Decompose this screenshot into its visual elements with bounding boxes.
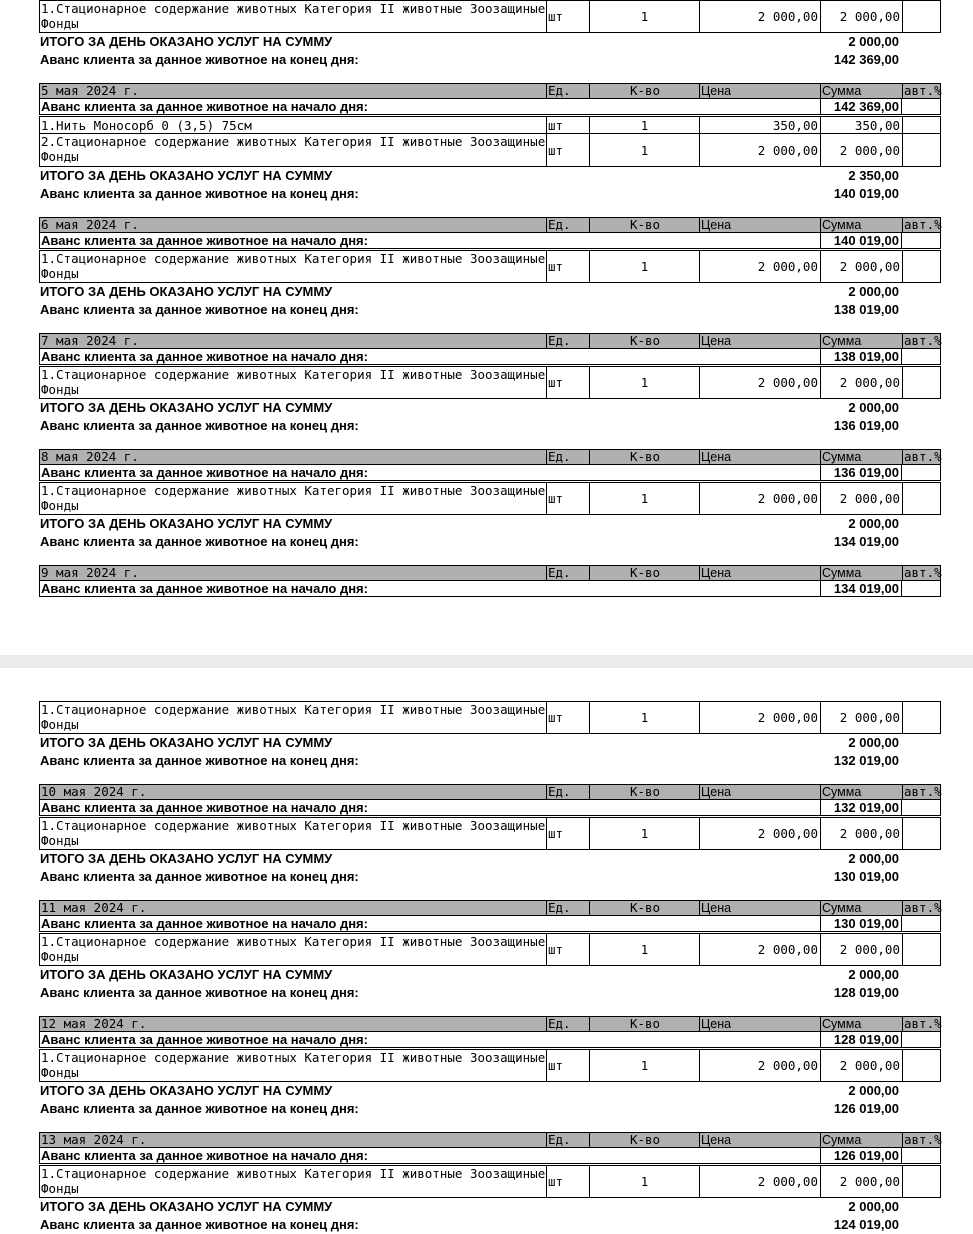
day-date: 12 мая 2024 г. [41,1016,147,1031]
start-advance-label: Аванс клиента за данное животное на начало дня: [41,1148,368,1163]
start-advance-label: Аванс клиента за данное животное на начало дня: [41,99,368,114]
end-advance-row [39,868,941,886]
col-sum-header [820,218,902,232]
item-sum: 2 000,00 [820,702,902,733]
end-advance-row [39,984,941,1002]
col-sum-header [820,1017,902,1031]
day-total-label: ИТОГО ЗА ДЕНЬ ОКАЗАНО УСЛУГ НА СУММУ [40,284,333,299]
day-total-row [39,399,941,417]
col-qty-header: К-во [589,901,699,915]
col-sum-label: Сумма [822,1133,862,1147]
start-advance-label: Аванс клиента за данное животное на начало дня: [41,581,368,596]
day-header-row [39,1132,941,1148]
end-advance-row [39,301,941,319]
item-discount [902,483,942,514]
col-discount-header: авт.% [904,1016,942,1031]
item-sum: 2 000,00 [820,1050,902,1081]
col-sum-header [820,901,902,915]
item-unit: шт [546,702,589,733]
col-price-header [699,901,820,915]
item-unit: шт [546,251,589,282]
col-price-label: Цена [701,334,732,348]
day-header-row [39,333,941,349]
start-advance-value: 140 019,00 [820,233,902,248]
day-header-row [39,83,941,99]
item-price: 2 000,00 [699,1050,820,1081]
item-price: 2 000,00 [699,1,820,32]
start-advance-row [39,581,941,597]
col-sum-label: Сумма [822,1017,862,1031]
col-discount-header: авт.% [904,1132,942,1147]
col-price-header [699,450,820,464]
day-total-row [39,734,941,752]
day-total-label: ИТОГО ЗА ДЕНЬ ОКАЗАНО УСЛУГ НА СУММУ [40,1083,333,1098]
col-sum-header [820,785,902,799]
col-sum-header [820,566,902,580]
item-row [39,366,941,399]
day-total-label: ИТОГО ЗА ДЕНЬ ОКАЗАНО УСЛУГ НА СУММУ [40,967,333,982]
item-unit: шт [546,818,589,849]
col-sum-label: Сумма [822,450,862,464]
item-row [39,1049,941,1082]
item-row [39,1165,941,1198]
day-total-row [39,515,941,533]
item-row [39,701,941,734]
col-unit-header: Ед. [546,1133,589,1147]
col-price-header [699,1133,820,1147]
item-row [39,933,941,966]
end-advance-label: Аванс клиента за данное животное на конец дня: [40,52,359,67]
col-sum-header [820,334,902,348]
day-date: 7 мая 2024 г. [41,333,139,348]
col-sum-header [820,1133,902,1147]
start-advance-label: Аванс клиента за данное животное на начало дня: [41,916,368,931]
end-advance-row [39,533,941,551]
end-advance-value: 134 019,00 [833,534,899,549]
col-unit-header: Ед. [546,1017,589,1031]
day-total-row [39,850,941,868]
start-advance-row [39,99,941,115]
end-advance-label: Аванс клиента за данное животное на конец дня: [40,534,359,549]
end-advance-label: Аванс клиента за данное животное на конец дня: [40,186,359,201]
day-total-label: ИТОГО ЗА ДЕНЬ ОКАЗАНО УСЛУГ НА СУММУ [40,516,333,531]
end-advance-row [39,1216,941,1234]
item-row [39,116,941,134]
day-total-label: ИТОГО ЗА ДЕНЬ ОКАЗАНО УСЛУГ НА СУММУ [40,400,333,415]
col-sum-label: Сумма [822,785,862,799]
start-advance-row [39,233,941,249]
item-price: 350,00 [699,117,820,133]
start-advance-row [39,349,941,365]
item-qty: 1 [589,134,699,166]
col-qty-header: К-во [589,566,699,580]
end-advance-label: Аванс клиента за данное животное на конец дня: [40,418,359,433]
item-sum: 2 000,00 [820,1166,902,1197]
start-advance-label: Аванс клиента за данное животное на начало дня: [41,1032,368,1047]
col-price-header [699,566,820,580]
col-sum-label: Сумма [822,334,862,348]
day-total-label: ИТОГО ЗА ДЕНЬ ОКАЗАНО УСЛУГ НА СУММУ [40,34,333,49]
end-advance-row [39,417,941,435]
end-advance-value: 126 019,00 [833,1101,899,1116]
col-sum-label: Сумма [822,218,862,232]
item-unit: шт [546,1,589,32]
end-advance-value: 128 019,00 [833,985,899,1000]
item-name: 1.Стационарное содержание животных Категория II животные Зоозащиные Фонды [41,483,546,513]
col-qty-header: К-во [589,1017,699,1031]
col-price-label: Цена [701,84,732,98]
col-price-label: Цена [701,1017,732,1031]
item-discount [902,1166,942,1197]
item-discount [902,134,942,166]
item-price: 2 000,00 [699,934,820,965]
col-discount-header: авт.% [904,784,942,799]
day-total-row [39,1082,941,1100]
end-advance-value: 130 019,00 [833,869,899,884]
item-price: 2 000,00 [699,702,820,733]
item-qty: 1 [589,818,699,849]
item-unit: шт [546,367,589,398]
item-unit: шт [546,1166,589,1197]
col-sum-label: Сумма [822,84,862,98]
day-total-value: 2 000,00 [848,1083,899,1098]
start-advance-label: Аванс клиента за данное животное на начало дня: [41,800,368,815]
day-total-value: 2 000,00 [848,400,899,415]
day-header-row [39,565,941,581]
item-name: 1.Стационарное содержание животных Категория II животные Зоозащиные Фонды [41,367,546,397]
day-header-row [39,784,941,800]
col-price-label: Цена [701,901,732,915]
item-name: 1.Стационарное содержание животных Категория II животные Зоозащиные Фонды [41,934,546,964]
col-unit-header: Ед. [546,450,589,464]
day-total-value: 2 000,00 [848,967,899,982]
day-total-row [39,33,941,51]
start-advance-row [39,800,941,816]
day-total-value: 2 000,00 [848,1199,899,1214]
day-date: 6 мая 2024 г. [41,217,139,232]
col-price-label: Цена [701,450,732,464]
day-total-value: 2 000,00 [848,34,899,49]
col-discount-header: авт.% [904,449,942,464]
col-price-header [699,1017,820,1031]
item-qty: 1 [589,1166,699,1197]
item-row [39,250,941,283]
col-sum-header [820,84,902,98]
page-gap [0,655,973,668]
start-advance-value: 136 019,00 [820,465,902,480]
start-advance-row [39,1032,941,1048]
start-advance-row [39,916,941,932]
end-advance-value: 142 369,00 [833,52,899,67]
item-qty: 1 [589,702,699,733]
item-qty: 1 [589,367,699,398]
item-unit: шт [546,483,589,514]
start-advance-value: 138 019,00 [820,349,902,364]
start-advance-label: Аванс клиента за данное животное на начало дня: [41,349,368,364]
col-sum-label: Сумма [822,901,862,915]
day-total-value: 2 000,00 [848,516,899,531]
day-date: 10 мая 2024 г. [41,784,147,799]
col-price-header [699,84,820,98]
start-advance-value: 132 019,00 [820,800,902,815]
item-discount [902,702,942,733]
col-qty-header: К-во [589,84,699,98]
item-sum: 2 000,00 [820,134,902,166]
day-date: 5 мая 2024 г. [41,83,139,98]
item-name: 1.Стационарное содержание животных Категория II животные Зоозащиные Фонды [41,251,546,281]
day-total-value: 2 000,00 [848,851,899,866]
item-name: 1.Нить Моносорб 0 (3,5) 75см [41,118,252,133]
col-price-label: Цена [701,785,732,799]
start-advance-value: 130 019,00 [820,916,902,931]
item-sum: 2 000,00 [820,251,902,282]
end-advance-row [39,1100,941,1118]
item-row [39,482,941,515]
col-qty-header: К-во [589,1133,699,1147]
item-discount [902,1050,942,1081]
end-advance-label: Аванс клиента за данное животное на конец дня: [40,302,359,317]
day-total-row [39,283,941,301]
day-date: 11 мая 2024 г. [41,900,147,915]
day-total-label: ИТОГО ЗА ДЕНЬ ОКАЗАНО УСЛУГ НА СУММУ [40,735,333,750]
end-advance-row [39,185,941,203]
item-name: 1.Стационарное содержание животных Категория II животные Зоозащиные Фонды [41,1050,546,1080]
end-advance-value: 132 019,00 [833,753,899,768]
col-price-label: Цена [701,566,732,580]
day-date: 8 мая 2024 г. [41,449,139,464]
col-qty-header: К-во [589,785,699,799]
end-advance-label: Аванс клиента за данное животное на конец дня: [40,869,359,884]
item-name: 1.Стационарное содержание животных Категория II животные Зоозащиные Фонды [41,1,546,31]
item-qty: 1 [589,1,699,32]
item-qty: 1 [589,483,699,514]
col-price-header [699,218,820,232]
day-total-row [39,1198,941,1216]
day-total-row [39,966,941,984]
item-discount [902,117,942,133]
end-advance-label: Аванс клиента за данное животное на конец дня: [40,1101,359,1116]
start-advance-value: 128 019,00 [820,1032,902,1047]
col-qty-header: К-во [589,218,699,232]
col-unit-header: Ед. [546,566,589,580]
start-advance-label: Аванс клиента за данное животное на начало дня: [41,465,368,480]
end-advance-row [39,51,941,69]
item-price: 2 000,00 [699,367,820,398]
col-unit-header: Ед. [546,334,589,348]
col-qty-header: К-во [589,334,699,348]
item-discount [902,934,942,965]
item-unit: шт [546,134,589,166]
day-total-value: 2 000,00 [848,284,899,299]
item-name: 1.Стационарное содержание животных Категория II животные Зоозащиные Фонды [41,818,546,848]
end-advance-value: 124 019,00 [833,1217,899,1232]
col-price-header [699,785,820,799]
end-advance-label: Аванс клиента за данное животное на конец дня: [40,985,359,1000]
col-discount-header: авт.% [904,83,942,98]
day-date: 13 мая 2024 г. [41,1132,147,1147]
item-price: 2 000,00 [699,818,820,849]
day-header-row [39,217,941,233]
start-advance-value: 142 369,00 [820,99,902,114]
item-unit: шт [546,934,589,965]
item-unit: шт [546,117,589,133]
day-total-value: 2 350,00 [848,168,899,183]
item-qty: 1 [589,251,699,282]
end-advance-value: 138 019,00 [833,302,899,317]
col-unit-header: Ед. [546,84,589,98]
col-discount-header: авт.% [904,900,942,915]
item-row [39,0,941,33]
day-date: 9 мая 2024 г. [41,565,139,580]
end-advance-label: Аванс клиента за данное животное на конец дня: [40,1217,359,1232]
item-price: 2 000,00 [699,251,820,282]
item-qty: 1 [589,117,699,133]
item-name: 1.Стационарное содержание животных Категория II животные Зоозащиные Фонды [41,1166,546,1196]
col-discount-header: авт.% [904,217,942,232]
col-sum-header [820,450,902,464]
start-advance-value: 126 019,00 [820,1148,902,1163]
item-discount [902,818,942,849]
col-discount-header: авт.% [904,333,942,348]
item-price: 2 000,00 [699,1166,820,1197]
day-total-value: 2 000,00 [848,735,899,750]
item-name: 2.Стационарное содержание животных Категория II животные Зоозащиные Фонды [41,134,546,164]
col-discount-header: авт.% [904,565,942,580]
item-discount [902,367,942,398]
start-advance-label: Аванс клиента за данное животное на начало дня: [41,233,368,248]
start-advance-row [39,1148,941,1164]
day-header-row [39,449,941,465]
day-header-row [39,1016,941,1032]
document-page-2 [0,668,973,1232]
day-total-label: ИТОГО ЗА ДЕНЬ ОКАЗАНО УСЛУГ НА СУММУ [40,1199,333,1214]
item-sum: 2 000,00 [820,934,902,965]
item-price: 2 000,00 [699,134,820,166]
col-unit-header: Ед. [546,218,589,232]
item-qty: 1 [589,934,699,965]
item-unit: шт [546,1050,589,1081]
item-row [39,134,941,167]
item-discount [902,1,942,32]
day-header-row [39,900,941,916]
end-advance-label: Аванс клиента за данное животное на конец дня: [40,753,359,768]
end-advance-value: 140 019,00 [833,186,899,201]
day-total-row [39,167,941,185]
item-row [39,817,941,850]
col-unit-header: Ед. [546,901,589,915]
item-discount [902,251,942,282]
item-name: 1.Стационарное содержание животных Категория II животные Зоозащиные Фонды [41,702,546,732]
day-total-label: ИТОГО ЗА ДЕНЬ ОКАЗАНО УСЛУГ НА СУММУ [40,168,333,183]
col-unit-header: Ед. [546,785,589,799]
col-sum-label: Сумма [822,566,862,580]
item-sum: 2 000,00 [820,483,902,514]
item-sum: 350,00 [820,117,902,133]
item-price: 2 000,00 [699,483,820,514]
end-advance-row [39,752,941,770]
item-sum: 2 000,00 [820,367,902,398]
col-qty-header: К-во [589,450,699,464]
start-advance-row [39,465,941,481]
end-advance-value: 136 019,00 [833,418,899,433]
col-price-label: Цена [701,218,732,232]
col-price-header [699,334,820,348]
day-total-label: ИТОГО ЗА ДЕНЬ ОКАЗАНО УСЛУГ НА СУММУ [40,851,333,866]
start-advance-value: 134 019,00 [820,581,902,596]
item-sum: 2 000,00 [820,1,902,32]
item-sum: 2 000,00 [820,818,902,849]
col-price-label: Цена [701,1133,732,1147]
item-qty: 1 [589,1050,699,1081]
